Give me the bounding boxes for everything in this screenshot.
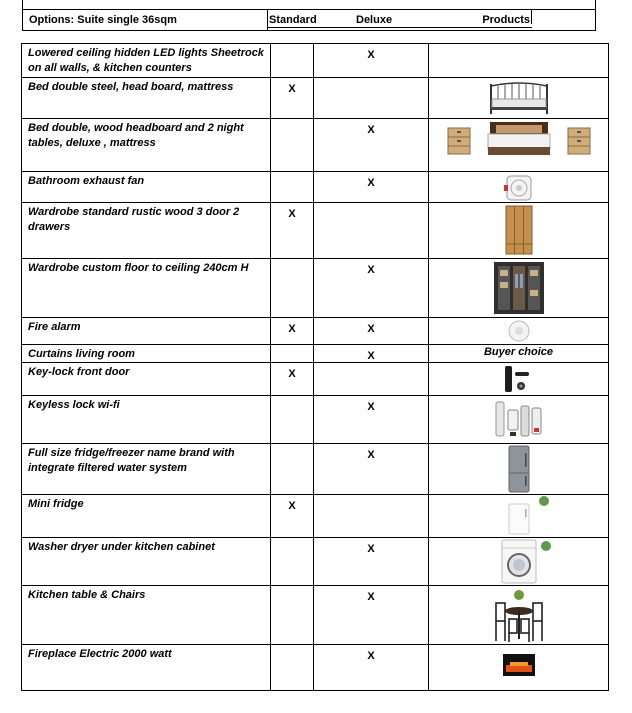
key-lock-icon <box>501 364 537 394</box>
table-row <box>22 396 609 444</box>
item-label: Bed double, wood headboard and 2 night tables, deluxe , mattress <box>22 119 271 172</box>
deluxe-mark: X <box>314 586 429 645</box>
table-row <box>22 318 609 345</box>
product-cell <box>429 586 609 645</box>
product-cell <box>429 363 609 396</box>
product-cell <box>429 203 609 259</box>
deluxe-mark <box>314 495 429 538</box>
standard-mark <box>271 538 314 586</box>
header-right-rule <box>595 0 596 9</box>
mini-fridge-icon <box>506 503 532 535</box>
deluxe-mark <box>314 203 429 259</box>
deluxe-mark <box>314 78 429 119</box>
table-row <box>22 586 609 645</box>
standard-mark: X <box>271 318 314 345</box>
deluxe-mark: X <box>314 119 429 172</box>
standard-mark <box>271 444 314 495</box>
table-row <box>22 119 609 172</box>
item-label: Kitchen table & Chairs <box>22 586 271 645</box>
product-cell <box>429 345 609 363</box>
product-cell <box>429 119 609 172</box>
deluxe-mark: X <box>314 444 429 495</box>
deluxe-mark: X <box>314 645 429 691</box>
deluxe-mark: X <box>314 538 429 586</box>
deluxe-mark: X <box>314 396 429 444</box>
item-label: Full size fridge/freezer name brand with integrate filtered water system <box>22 444 271 495</box>
item-label: Bathroom exhaust fan <box>22 172 271 203</box>
fridge-icon <box>507 445 531 494</box>
table-row <box>22 495 609 538</box>
table-row <box>22 78 609 119</box>
options-title: Options: Suite single 36sqm <box>29 14 177 26</box>
item-label: Wardrobe standard rustic wood 3 door 2 drawers <box>22 203 271 259</box>
deluxe-mark: X <box>314 172 429 203</box>
standard-mark: X <box>271 363 314 396</box>
product-cell <box>429 44 609 78</box>
products-heading: Products <box>460 10 532 24</box>
standard-mark: X <box>271 495 314 538</box>
item-label: Washer dryer under kitchen cabinet <box>22 538 271 586</box>
standard-mark <box>271 259 314 318</box>
keyless-lock-icon <box>494 398 544 442</box>
table-row <box>22 645 609 691</box>
buyer-choice-label: Buyer choice <box>483 346 554 358</box>
item-label: Bed double steel, head board, mattress <box>22 78 271 119</box>
open-wardrobe-icon <box>492 260 546 316</box>
deluxe-mark: X <box>314 318 429 345</box>
table-row <box>22 259 609 318</box>
standard-mark <box>271 345 314 363</box>
options-table <box>21 43 609 691</box>
plant-icon <box>539 540 553 552</box>
deluxe-mark: X <box>314 259 429 318</box>
product-cell <box>429 396 609 444</box>
deluxe-mark: X <box>314 44 429 78</box>
standard-mark <box>271 119 314 172</box>
standard-mark <box>271 645 314 691</box>
product-cell <box>429 495 609 538</box>
product-cell <box>429 318 609 345</box>
night-table-right-icon <box>567 127 591 155</box>
table-row <box>22 538 609 586</box>
table-row <box>22 363 609 396</box>
wood-bed-icon <box>486 120 552 158</box>
header-left-rule <box>22 0 23 9</box>
options-header <box>22 9 596 31</box>
product-cell <box>429 259 609 318</box>
standard-mark: X <box>271 78 314 119</box>
standard-mark <box>271 172 314 203</box>
product-cell <box>429 538 609 586</box>
plant-icon <box>537 495 551 507</box>
item-label: Fireplace Electric 2000 watt <box>22 645 271 691</box>
deluxe-mark <box>314 363 429 396</box>
table-row <box>22 203 609 259</box>
product-cell <box>429 645 609 691</box>
exhaust-fan-icon <box>504 173 534 203</box>
standard-mark: X <box>271 203 314 259</box>
item-label: Lowered ceiling hidden LED lights Sheetrock on all walls, & kitchen counters <box>22 44 271 78</box>
deluxe-heading: Deluxe <box>356 14 393 26</box>
product-cell <box>429 444 609 495</box>
night-table-left-icon <box>447 127 471 155</box>
dining-set-icon <box>493 587 545 643</box>
table-row <box>22 172 609 203</box>
standard-mark <box>271 396 314 444</box>
item-label: Fire alarm <box>22 318 271 345</box>
item-label: Wardrobe custom floor to ceiling 240cm H <box>22 259 271 318</box>
washer-icon <box>500 539 538 584</box>
table-row <box>22 345 609 363</box>
wood-wardrobe-icon <box>504 204 534 256</box>
table-row <box>22 444 609 495</box>
standard-mark <box>271 44 314 78</box>
heading-underline <box>267 27 532 28</box>
item-label: Mini fridge <box>22 495 271 538</box>
table-row <box>22 44 609 78</box>
product-cell <box>429 172 609 203</box>
deluxe-mark: X <box>314 345 429 363</box>
item-label: Key-lock front door <box>22 363 271 396</box>
item-label: Keyless lock wi-fi <box>22 396 271 444</box>
product-cell <box>429 78 609 119</box>
item-label: Curtains living room <box>22 345 271 363</box>
smoke-detector-icon <box>506 319 532 343</box>
standard-mark <box>271 586 314 645</box>
steel-bed-icon <box>488 81 550 115</box>
electric-fireplace-icon <box>502 653 536 677</box>
standard-heading: Standard <box>267 10 319 30</box>
